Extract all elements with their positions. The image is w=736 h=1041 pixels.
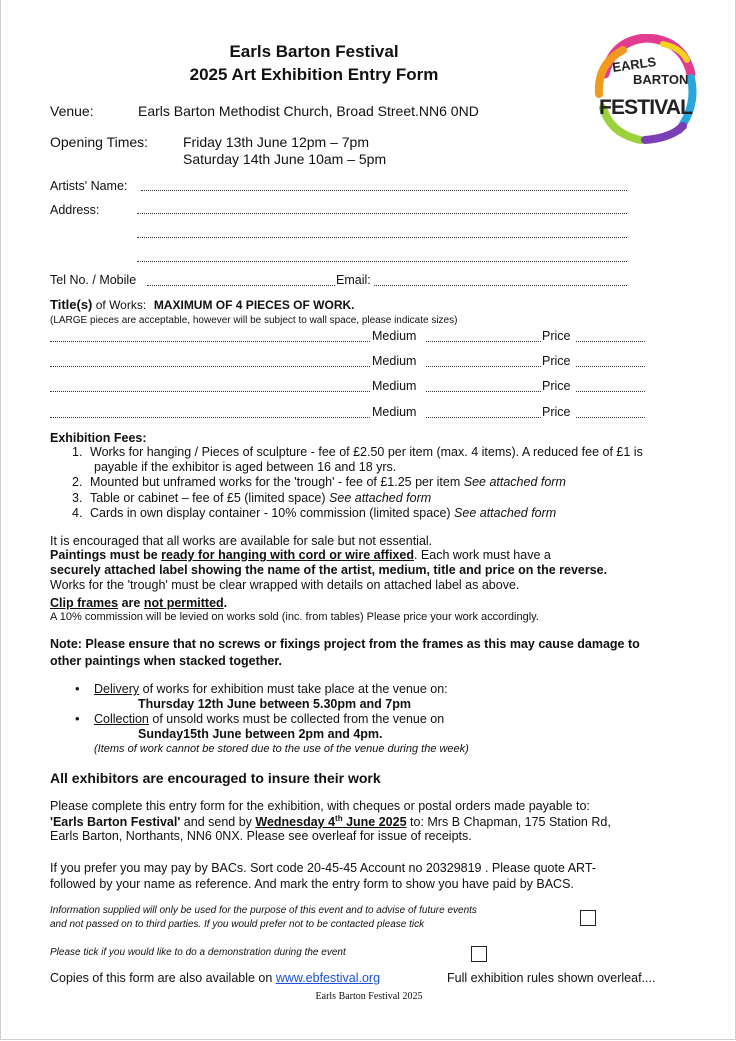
- fee-see-attached: See attached form: [463, 475, 566, 489]
- paintings-text-a: Paintings must be: [50, 548, 162, 562]
- bullet-icon: •: [75, 681, 80, 696]
- bacs-line2: followed by your name as reference. And mark the entry form to show you have paid by BACS.: [50, 877, 574, 891]
- deadline: [255, 815, 406, 829]
- insure-heading: All exhibitors are encouraged to insure their work: [50, 770, 381, 786]
- medium-label: Medium: [372, 405, 417, 419]
- fee-item-1-cont: payable if the exhibitor is aged between 16 and 18 yrs.: [94, 460, 397, 474]
- opening-line2: Saturday 14th June 10am – 5pm: [183, 151, 387, 167]
- venue-label: Venue:: [50, 103, 94, 119]
- rules-trough-line: Works for the 'trough' must be clear wrapped with details on attached label as above.: [50, 578, 520, 592]
- medium-label: Medium: [372, 354, 417, 368]
- clip-frames-text: Clip frames: [50, 596, 119, 610]
- delivery-when: Thursday 12th June between 5.30pm and 7pm: [138, 697, 411, 711]
- delivery-label: Delivery: [94, 682, 140, 696]
- payment-line1: Please complete this entry form for the exhibition, with cheques or postal orders made payable to:: [50, 799, 590, 813]
- delivery-text: of works for exhibition must take place at the venue on:: [139, 682, 448, 696]
- demonstration-checkbox[interactable]: [471, 946, 487, 962]
- fee-item-2: [72, 475, 566, 489]
- address-field-line1[interactable]: [137, 213, 627, 214]
- medium-label: Medium: [372, 329, 417, 343]
- work-title-field[interactable]: [50, 366, 370, 367]
- opening-label: Opening Times:: [50, 134, 149, 150]
- medium-field[interactable]: [426, 391, 541, 392]
- rules-paintings: [50, 548, 551, 562]
- note-line1: Note: Please ensure that no screws or fixings project from the frames as this may cause damage to: [50, 637, 640, 651]
- collection-when: Sunday15th June between 2pm and 4pm.: [138, 727, 383, 741]
- price-field[interactable]: [576, 417, 645, 418]
- rules-line1: It is encouraged that all works are available for sale but not essential.: [50, 534, 433, 548]
- medium-field[interactable]: [426, 341, 541, 342]
- email-label: Email:: [336, 273, 371, 287]
- not-permitted-text: not permitted: [143, 596, 224, 610]
- form-title-line1: Earls Barton Festival: [229, 42, 399, 61]
- work-title-field[interactable]: [50, 391, 370, 392]
- tel-label: Tel No. / Mobile: [50, 273, 137, 287]
- rules-clip-frames: [50, 596, 227, 610]
- price-field[interactable]: [576, 341, 645, 342]
- copies-line: [50, 971, 380, 985]
- logo-swirl: [599, 38, 693, 140]
- titles-heading: [50, 297, 354, 312]
- fee-number: 4.: [72, 506, 83, 520]
- opening-line1: Friday 13th June 12pm – 7pm: [183, 134, 369, 150]
- medium-label: Medium: [372, 379, 417, 393]
- rules-overleaf: Full exhibition rules shown overleaf....: [447, 971, 656, 985]
- logo-word-festival: FESTIVAL: [599, 96, 693, 119]
- email-field[interactable]: [374, 285, 627, 286]
- deadline-suffix: th: [335, 814, 343, 823]
- storage-note: (Items of work cannot be stored due to the use of the venue during the week): [94, 743, 469, 755]
- fees-heading: Exhibition Fees:: [50, 431, 147, 445]
- fee-number: 1.: [72, 445, 83, 459]
- bullet-icon: •: [75, 711, 80, 726]
- festival-website-link[interactable]: www.ebfestival.org: [275, 971, 381, 985]
- price-label: Price: [542, 329, 571, 343]
- rules-label-line: securely attached label showing the name of the artist, medium, title and price on the reverse.: [50, 563, 608, 577]
- paintings-text-b: . Each work must have a: [413, 548, 551, 562]
- demo-text: Please tick if you would like to do a demonstration during the event: [50, 947, 346, 958]
- fee-text: Mounted but unframed works for the 'trough' - fee of £1.25 per item: [90, 475, 464, 489]
- paintings-hanging-requirement: ready for hanging with cord or wire affixed: [161, 548, 414, 562]
- collection-label: Collection: [94, 712, 149, 726]
- note-line2: other paintings when stacked together.: [50, 654, 282, 668]
- titles-of-works: of Works:: [92, 298, 147, 312]
- clip-end: .: [223, 596, 228, 610]
- price-field[interactable]: [576, 391, 645, 392]
- price-label: Price: [542, 405, 571, 419]
- fee-number: 2.: [72, 475, 83, 489]
- price-label: Price: [542, 354, 571, 368]
- logo-word-barton: BARTON: [633, 72, 689, 87]
- send-by-text: and send by: [180, 815, 256, 830]
- deadline-day: Wednesday 4: [255, 815, 336, 830]
- no-contact-checkbox[interactable]: [580, 910, 596, 926]
- large-note: (LARGE pieces are acceptable, however will be subject to wall space, please indicate sizes): [50, 315, 458, 326]
- copies-text: Copies of this form are also available on: [50, 971, 276, 985]
- bacs-line1: If you prefer you may pay by BACs. Sort code 20-45-45 Account no 20329819 . Please quote ART-: [50, 861, 596, 875]
- form-title-line2: 2025 Art Exhibition Entry Form: [189, 65, 439, 84]
- privacy-line2: and not passed on to third parties. If you would prefer not to be contacted please tick: [50, 919, 425, 930]
- medium-field[interactable]: [426, 417, 541, 418]
- artists-name-label: Artists' Name:: [50, 179, 128, 193]
- privacy-line1: Information supplied will only be used for the purpose of this event and to advise of future events: [50, 905, 477, 916]
- price-label: Price: [542, 379, 571, 393]
- deadline-month: June 2025: [342, 815, 407, 830]
- fee-item-4: [72, 506, 556, 520]
- artists-name-field[interactable]: [141, 190, 627, 191]
- work-title-field[interactable]: [50, 417, 370, 418]
- max-pieces: MAXIMUM OF 4 PIECES OF WORK.: [153, 298, 355, 312]
- payment-line2: [50, 814, 611, 829]
- collection-line: [94, 712, 444, 726]
- fee-number: 3.: [72, 491, 83, 505]
- fee-see-attached: See attached form: [329, 491, 432, 505]
- send-to-address: to: Mrs B Chapman, 175 Station Rd,: [406, 815, 611, 830]
- work-title-field[interactable]: [50, 341, 370, 342]
- delivery-line: [94, 682, 448, 696]
- fee-text: Table or cabinet – fee of £5 (limited space): [90, 491, 330, 505]
- footer-text: Earls Barton Festival 2025: [315, 991, 423, 1002]
- fee-text: Cards in own display container - 10% commission (limited space): [90, 506, 455, 520]
- address-field-line3[interactable]: [137, 261, 627, 262]
- medium-field[interactable]: [426, 366, 541, 367]
- logo-word-earls: EARLS: [611, 53, 658, 75]
- venue-value: Earls Barton Methodist Church, Broad Street.NN6 0ND: [138, 103, 479, 119]
- payee-name: 'Earls Barton Festival': [50, 815, 181, 830]
- rules-commission: A 10% commission will be levied on works sold (inc. from tables) Please price your work accordingly.: [50, 611, 539, 623]
- collection-text: of unsold works must be collected from the venue on: [148, 712, 445, 726]
- fee-item-1: [72, 445, 643, 459]
- payment-line3: Earls Barton, Northants, NN6 0NX. Please see overleaf for issue of receipts.: [50, 829, 472, 843]
- fee-see-attached: See attached form: [454, 506, 557, 520]
- fee-text: Works for hanging / Pieces of sculpture - fee of £2.50 per item (max. 4 items). A reduced fee of £1 is: [90, 445, 643, 459]
- address-field-line2[interactable]: [137, 237, 627, 238]
- festival-logo: [593, 34, 697, 144]
- clip-are: are: [118, 596, 144, 610]
- price-field[interactable]: [576, 366, 645, 367]
- fee-item-3: [72, 491, 431, 505]
- tel-field[interactable]: [147, 285, 335, 286]
- titles-label: Title(s): [50, 297, 93, 312]
- address-label: Address:: [50, 203, 100, 217]
